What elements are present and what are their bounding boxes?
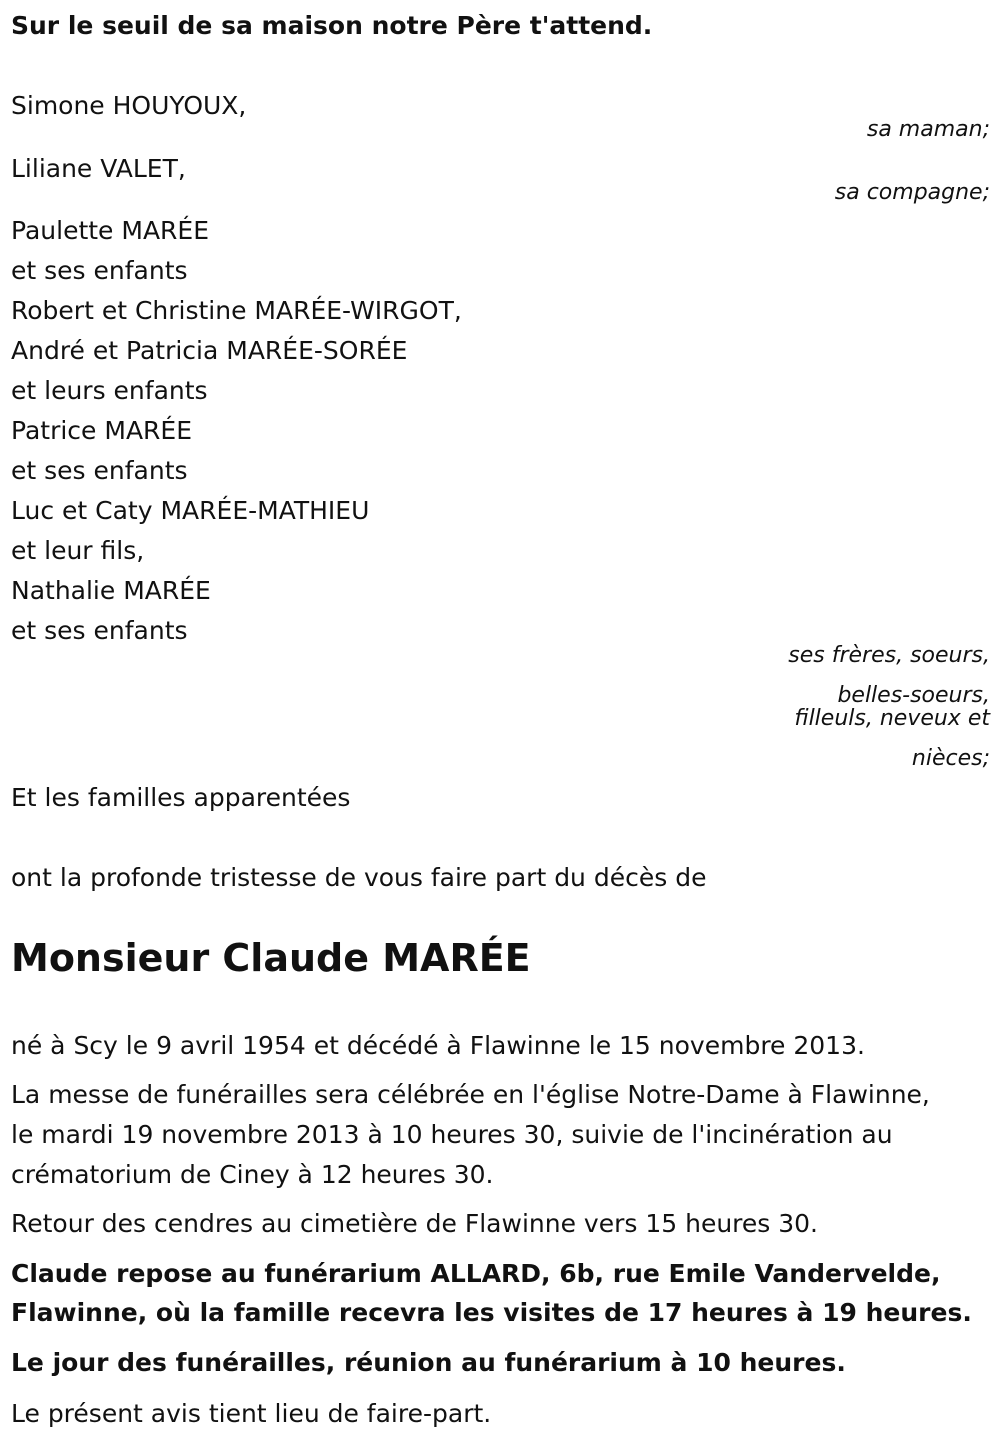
relation-label: nièces; (911, 746, 990, 771)
family-member: Patrice MARÉE (11, 416, 193, 445)
family-member: et ses enfants (11, 616, 188, 645)
family-member: Liliane VALET, (11, 154, 186, 183)
family-member: Robert et Christine MARÉE-WIRGOT, (11, 296, 462, 325)
family-member: André et Patricia MARÉE-SORÉE (11, 336, 408, 365)
ashes-line: Retour des cendres au cimetière de Flawinne vers 15 heures 30. (11, 1209, 819, 1238)
meeting-line: Le jour des funérailles, réunion au funérarium à 10 heures. (11, 1348, 846, 1377)
family-member: Luc et Caty MARÉE-MATHIEU (11, 496, 370, 525)
visit-line: Claude repose au funérarium ALLARD, 6b, rue Emile Vandervelde, (11, 1259, 941, 1288)
relation-label: belles-soeurs, (837, 683, 990, 708)
family-member: et leurs enfants (11, 376, 208, 405)
relation-label: ses frères, soeurs, (788, 643, 990, 668)
family-member: et ses enfants (11, 256, 188, 285)
family-member: et leur fils, (11, 536, 145, 565)
mass-line: La messe de funérailles sera célébrée en l'église Notre-Dame à Flawinne, (11, 1080, 930, 1109)
birth-death-line: né à Scy le 9 avril 1954 et décédé à Flawinne le 15 novembre 2013. (11, 1031, 865, 1060)
relation-label: sa maman; (866, 117, 990, 142)
relatives-line: Et les familles apparentées (11, 783, 351, 812)
announcement-line: ont la profonde tristesse de vous faire part du décès de (11, 863, 707, 892)
mass-line: crématorium de Ciney à 12 heures 30. (11, 1160, 494, 1189)
family-member: Nathalie MARÉE (11, 576, 211, 605)
visit-line: Flawinne, où la famille recevra les visites de 17 heures à 19 heures. (11, 1298, 972, 1327)
family-member: Paulette MARÉE (11, 216, 210, 245)
family-member: et ses enfants (11, 456, 188, 485)
closing-line: Le présent avis tient lieu de faire-part. (11, 1399, 492, 1428)
mass-line: le mardi 19 novembre 2013 à 10 heures 30, suivie de l'incinération au (11, 1120, 893, 1149)
epigraph: Sur le seuil de sa maison notre Père t'attend. (11, 11, 653, 40)
relation-label: sa compagne; (834, 180, 990, 205)
relation-label: filleuls, neveux et (794, 706, 990, 731)
deceased-name: Monsieur Claude MARÉE (11, 936, 531, 980)
family-member: Simone HOUYOUX, (11, 91, 247, 120)
